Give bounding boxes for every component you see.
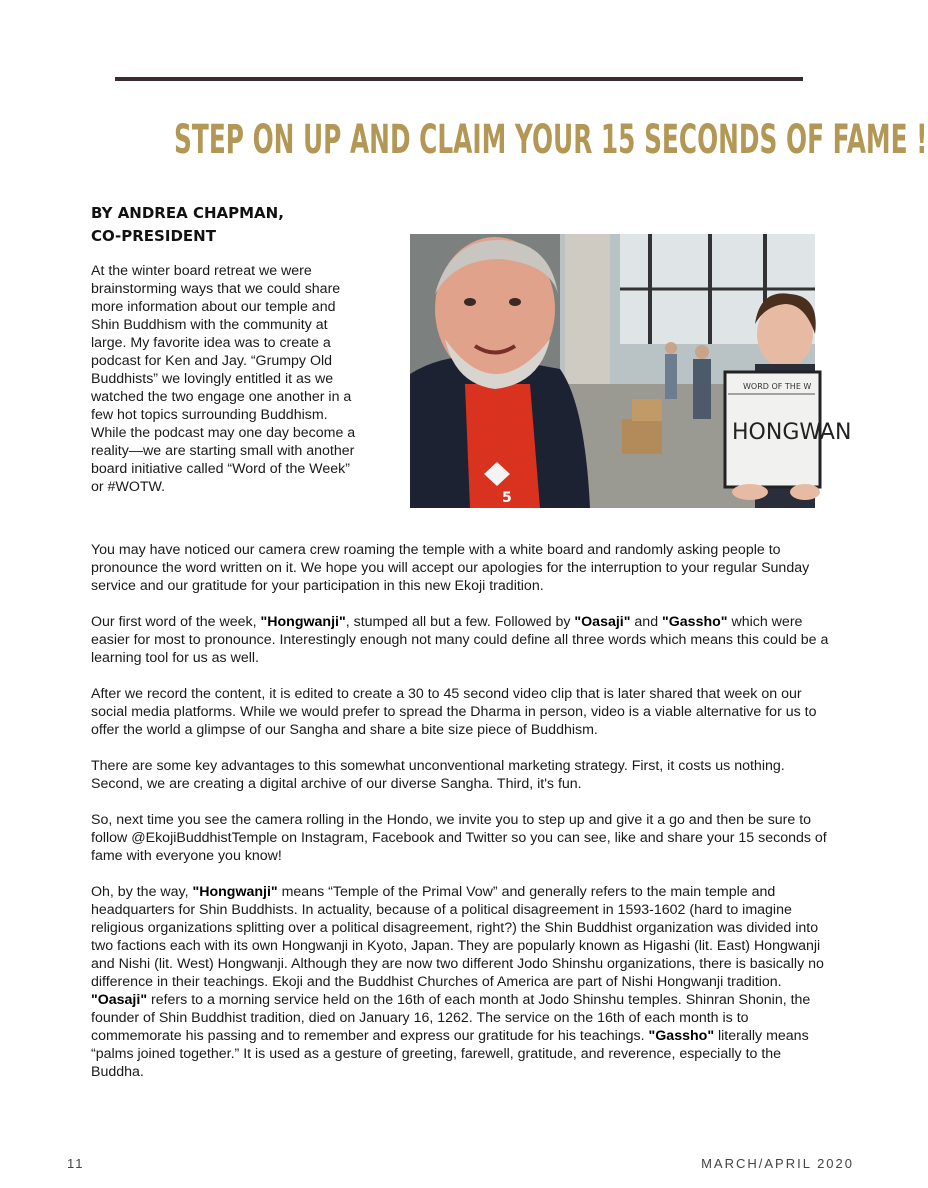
byline-author: BY ANDREA CHAPMAN, — [91, 204, 284, 222]
term-gassho: "Gassho" — [662, 614, 728, 630]
term-gassho: "Gassho" — [648, 1028, 715, 1044]
issue-date: MARCH/APRIL 2020 — [701, 1156, 854, 1171]
intro-paragraph: At the winter board retreat we were brainstorming ways that we could share more information about our temple and Shin Buddhism with the community at large. My favorite idea was to create a podcast for Ken and Jay. “Grumpy Old Buddhists” we lovingly entitled it as we watched the two engage one another in a few hot topics surrounding Buddhism. While the podcast may one day become a reality—we are starting small with another board initiative called “Word of the Week” or #WOTW. — [91, 263, 356, 495]
term-oasaji: "Oasaji" — [574, 614, 631, 630]
body-paragraph-1: You may have noticed our camera crew roaming the temple with a white board and randomly asking people to pronounce the word written on it. We hope you will accept our apologies for the interruption to your regular Sunday service and our gratitude for your participation in this new Ekoji tradition. — [91, 542, 810, 594]
term-hongwanji: "Hongwanji" — [260, 614, 346, 630]
page-number: 11 — [67, 1156, 85, 1171]
whiteboard-header: WORD OF THE W — [743, 382, 812, 391]
byline-role: CO-PRESIDENT — [91, 227, 216, 245]
body-paragraph-4: There are some key advantages to this somewhat unconventional marketing strategy. First, it costs us nothing. Second, we are creating a digital archive of our diverse Sangha. Third, it's fun. — [91, 758, 785, 792]
top-divider-rule — [115, 77, 803, 81]
article-headline: STEP ON UP AND CLAIM YOUR 15 SECONDS OF FAME ! — [174, 117, 928, 163]
shirt-text: 5 — [502, 490, 512, 506]
body-paragraph-5: So, next time you see the camera rolling in the Hondo, we invite you to step up and give it a go and then be sure to follow @EkojiBuddhistTemple on Instagram, Facebook and Twitter so you can see, like and share your 15 seconds of fame with everyone you know! — [91, 812, 827, 864]
article-photo — [410, 234, 852, 508]
term-oasaji: "Oasaji" — [91, 992, 148, 1008]
whiteboard-word: HONGWAN — [732, 420, 852, 445]
article-body — [91, 541, 831, 1099]
body-paragraph-2: Our first word of the week, "Hongwanji", stumped all but a few. Followed by "Oasaji" and "Gassho" which were easier for most to pronounce. Interestingly enough not many could define all three words which means this could be a learning tool for us as well. — [91, 614, 829, 666]
author-byline — [91, 202, 391, 248]
term-hongwanji: "Hongwanji" — [192, 884, 278, 900]
body-paragraph-3: After we record the content, it is edited to create a 30 to 45 second video clip that is later shared that week on our social media platforms. While we would prefer to spread the Dharma in person, video is a viable alternative for us to offer the world a glimpse of our Sangha and share a bite size piece of Buddhism. — [91, 686, 817, 738]
body-paragraph-6: Oh, by the way, "Hongwanji" means “Temple of the Primal Vow” and generally refers to the main temple and headquarters for Shin Buddhists. In actuality, because of a political disagreement in 1593-1602 (hard to imagine religious organizations splitting over a political disagreement, right?) the Shin Buddhist organization was divided into two factions each with its own Hongwanji in Kyoto, Japan. They are popularly known as Higashi (lit. East) Hongwanji and Nishi (lit. West) Hongwanji. Although they are now two different Jodo Shinshu organizations, there is basically no difference in their teachings. Ekoji and the Buddhist Churches of America are part of Nishi Hongwanji tradition. "Oasaji" refers to a morning service held on the 16th of each month at Jodo Shinshu temples. Shinran Shonin, the founder of Shin Buddhist tradition, died on January 16, 1262. The service on the 16th of each month is to commemorate his passing and to remember and express our gratitude for his teachings. "Gassho" literally means “palms joined together.” It is used as a gesture of greeting, farewell, gratitude, and reverence, especially to the Buddha. — [91, 884, 824, 1080]
